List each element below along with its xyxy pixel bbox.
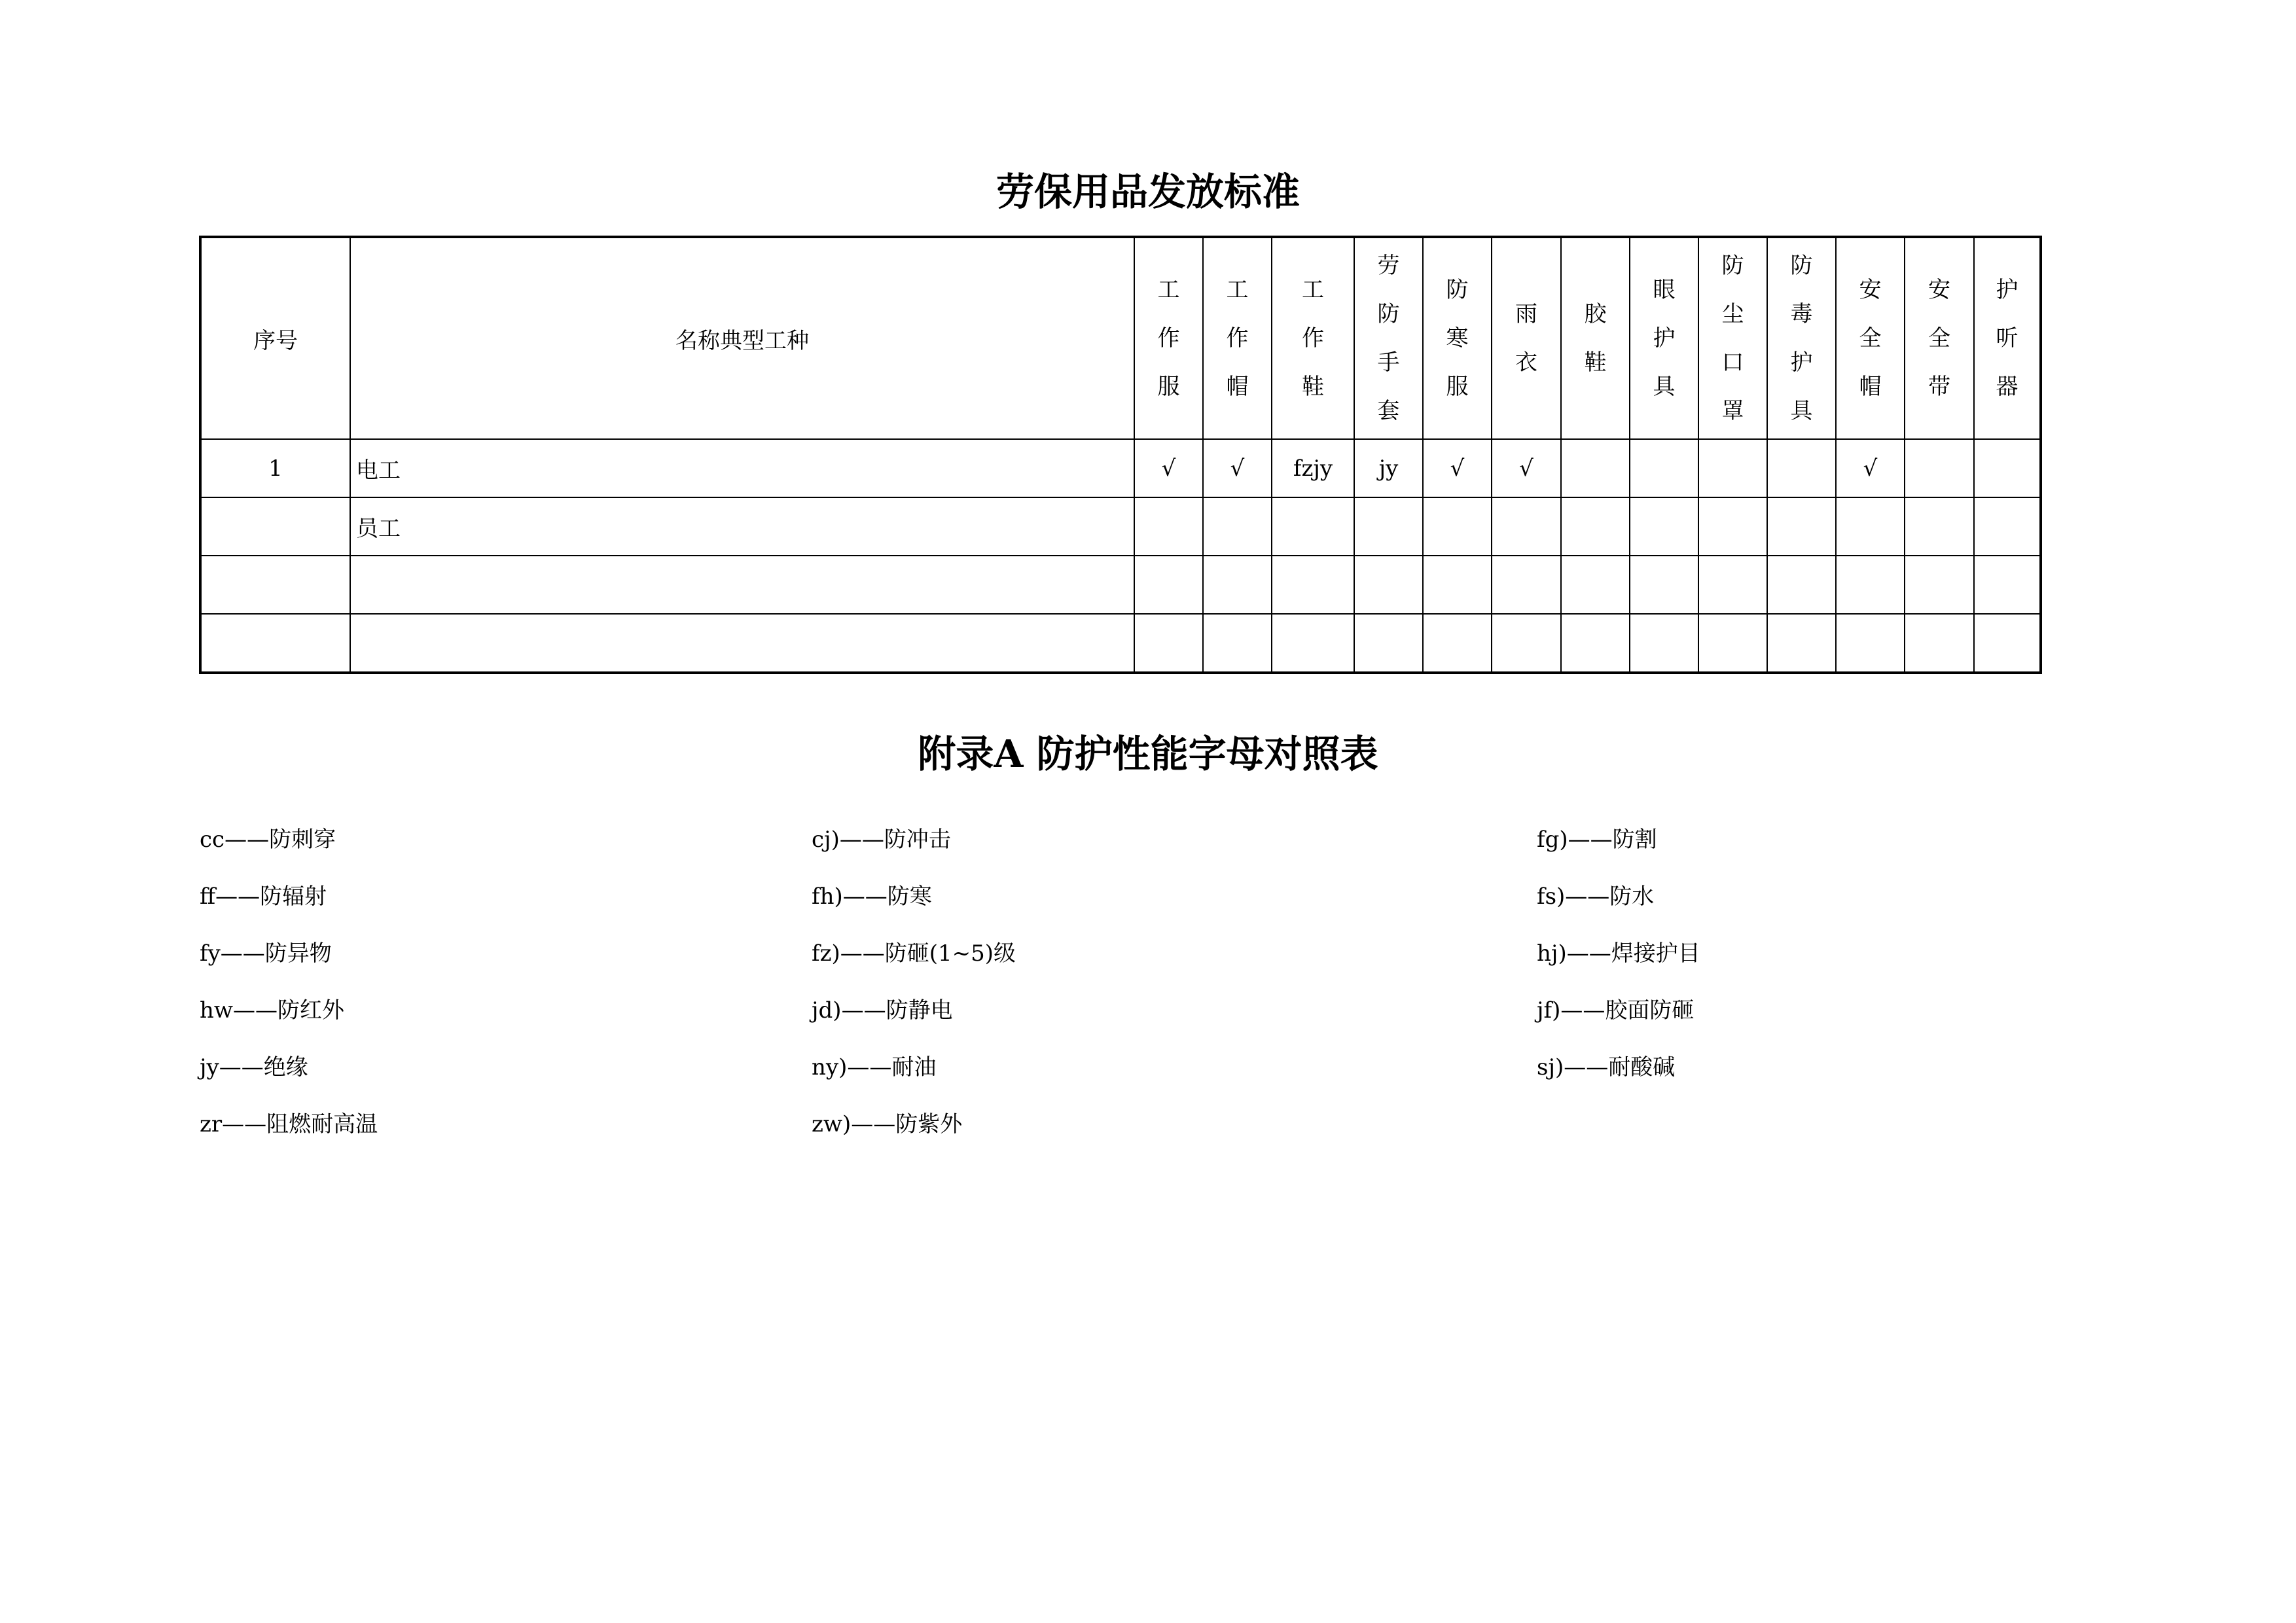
code-entry: zw)——防紫外 [812, 1111, 963, 1137]
column-header-label: 工作帽 [1226, 277, 1249, 400]
column-header-label: 安全帽 [1859, 277, 1882, 400]
job-name-cell [350, 556, 1134, 614]
column-header [1974, 237, 2041, 439]
code-entry: hj)——焊接护目 [1537, 940, 1700, 967]
code-entry: fz)——防砸(1~5)级 [812, 940, 1016, 967]
item-cell [1492, 497, 1561, 556]
column-header-label: 序号 [253, 327, 298, 354]
item-cell [1974, 614, 2041, 673]
column-header-label: 胶鞋 [1584, 301, 1607, 376]
column-header [1203, 237, 1272, 439]
row-number-cell [200, 614, 350, 673]
item-cell: √ [1836, 439, 1905, 497]
item-cell [1203, 556, 1272, 614]
row-number-cell [200, 497, 350, 556]
item-cell [1203, 614, 1272, 673]
column-header [200, 237, 350, 439]
column-header [1905, 237, 1974, 439]
column-header [1134, 237, 1203, 439]
column-header [1698, 237, 1767, 439]
row-number-cell: 1 [200, 439, 350, 497]
column-header [1354, 237, 1423, 439]
item-cell [1134, 614, 1203, 673]
item-cell [1272, 497, 1354, 556]
item-cell [1905, 439, 1974, 497]
item-cell [1974, 497, 2041, 556]
item-cell [1423, 614, 1492, 673]
column-header-label: 工作服 [1157, 277, 1180, 400]
item-cell: √ [1203, 439, 1272, 497]
item-cell [1905, 497, 1974, 556]
item-cell [1134, 556, 1203, 614]
item-cell: jy [1354, 439, 1423, 497]
item-cell [1974, 556, 2041, 614]
item-cell [1492, 614, 1561, 673]
item-cell [1905, 556, 1974, 614]
table-row [200, 439, 2041, 497]
item-cell: √ [1492, 439, 1561, 497]
item-cell [1561, 439, 1630, 497]
column-header [1836, 237, 1905, 439]
column-header-label: 眼护具 [1653, 277, 1676, 400]
item-cell [1423, 497, 1492, 556]
item-cell [1836, 556, 1905, 614]
code-entry: cj)——防冲击 [812, 827, 951, 853]
item-cell [1630, 439, 1698, 497]
code-entry: jd)——防静电 [812, 997, 953, 1024]
item-cell [1134, 497, 1203, 556]
item-cell: √ [1423, 439, 1492, 497]
table-row [200, 614, 2041, 673]
item-cell [1492, 556, 1561, 614]
code-entry: jf)——胶面防砸 [1537, 997, 1695, 1024]
item-cell [1203, 497, 1272, 556]
column-header-label: 劳防手套 [1377, 253, 1400, 424]
column-header-label: 护听器 [1996, 277, 2018, 400]
table-row [200, 556, 2041, 614]
item-cell [1974, 439, 2041, 497]
item-cell: √ [1134, 439, 1203, 497]
table-row [200, 497, 2041, 556]
item-cell [1698, 556, 1767, 614]
column-header [1630, 237, 1698, 439]
item-cell [1767, 614, 1836, 673]
item-cell [1836, 614, 1905, 673]
code-entry: fs)——防水 [1537, 883, 1655, 910]
item-cell [1561, 497, 1630, 556]
column-header [350, 237, 1134, 439]
column-header-label: 防寒服 [1446, 277, 1469, 400]
appendix-title: 附录A 防护性能字母对照表 [918, 732, 1378, 776]
code-entry: ny)——耐油 [812, 1054, 937, 1080]
row-number-cell [200, 556, 350, 614]
code-entry: jy——绝缘 [200, 1054, 308, 1080]
item-cell [1354, 614, 1423, 673]
item-cell [1423, 556, 1492, 614]
column-header-label: 防尘口罩 [1721, 253, 1744, 424]
code-entry: fg)——防割 [1537, 827, 1657, 853]
column-header-label: 防毒护具 [1790, 253, 1813, 424]
item-cell [1630, 556, 1698, 614]
ppe-standard-table [199, 236, 2042, 674]
item-cell [1272, 614, 1354, 673]
column-header-label: 安全带 [1928, 277, 1950, 400]
job-name-cell [350, 614, 1134, 673]
item-cell [1698, 439, 1767, 497]
item-cell [1354, 497, 1423, 556]
item-cell [1767, 556, 1836, 614]
column-header [1561, 237, 1630, 439]
column-header-label: 工作鞋 [1301, 277, 1324, 400]
item-cell [1561, 556, 1630, 614]
column-header [1423, 237, 1492, 439]
item-cell [1272, 556, 1354, 614]
item-cell [1767, 439, 1836, 497]
code-entry: ff——防辐射 [200, 883, 327, 910]
item-cell [1905, 614, 1974, 673]
job-name-cell: 员工 [350, 497, 1134, 556]
item-cell [1630, 614, 1698, 673]
table-header-row [200, 237, 2041, 439]
code-entry: zr——阻燃耐高温 [200, 1111, 378, 1137]
item-cell [1698, 497, 1767, 556]
column-header [1767, 237, 1836, 439]
code-entry: hw——防红外 [200, 997, 344, 1024]
page-title: 劳保用品发放标准 [996, 169, 1300, 214]
column-header-label: 名称典型工种 [675, 327, 809, 354]
column-header [1492, 237, 1561, 439]
code-entry: fy——防异物 [200, 940, 332, 967]
item-cell [1630, 497, 1698, 556]
code-entry: fh)——防寒 [812, 883, 932, 910]
code-entry: sj)——耐酸碱 [1537, 1054, 1676, 1080]
job-name-cell: 电工 [350, 439, 1134, 497]
item-cell [1836, 497, 1905, 556]
item-cell: fzjy [1272, 439, 1354, 497]
item-cell [1698, 614, 1767, 673]
item-cell [1767, 497, 1836, 556]
code-entry: cc——防刺穿 [200, 827, 336, 853]
column-header [1272, 237, 1354, 439]
column-header-label: 雨衣 [1515, 301, 1537, 376]
item-cell [1354, 556, 1423, 614]
item-cell [1561, 614, 1630, 673]
